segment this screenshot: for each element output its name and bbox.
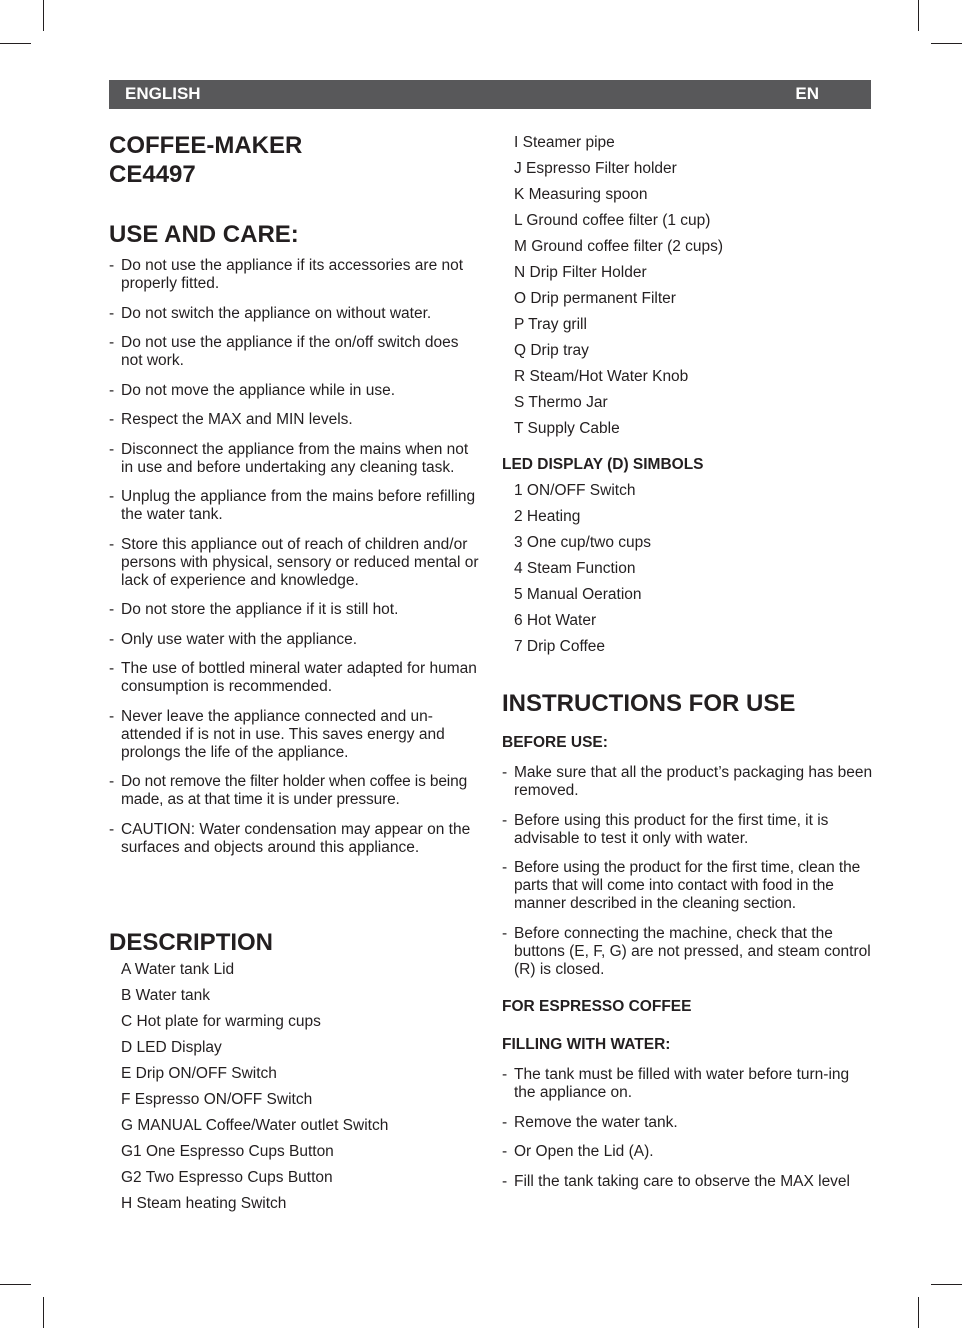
use-and-care-heading: USE AND CARE: [109,221,299,248]
description-item: I Steamer pipe [514,134,615,151]
description-item: O Drip permanent Filter [514,290,676,307]
crop-mark [0,1284,31,1285]
before-use-list [502,764,874,990]
list-item: - CAUTION: Water condensation may appear on the surfaces and objects around this appliance. [109,821,481,857]
description-list-right [514,134,723,446]
description-item: Q Drip tray [514,342,589,359]
language-header-bar [109,80,871,109]
crop-mark [43,1297,44,1328]
crop-mark [918,0,919,31]
led-display-list [514,482,651,664]
list-item: - The tank must be filled with water before turn-ing the appliance on. [502,1066,874,1102]
list-item: - Store this appliance out of reach of children and/or persons with physical, sensory or reduced mental or lack of experience and knowledge. [109,536,481,590]
led-symbol-item: 6 Hot Water [514,612,597,629]
description-list-left [121,961,388,1221]
led-symbol-item: 5 Manual Oeration [514,586,642,603]
list-item: - Remove the water tank. [502,1114,874,1132]
list-item: - Do not use the appliance if its accessories are not properly fitted. [109,257,481,293]
description-item: H Steam heating Switch [121,1195,287,1212]
led-symbol-item: 7 Drip Coffee [514,638,606,655]
description-item: F Espresso ON/OFF Switch [121,1091,313,1108]
list-item: - Disconnect the appliance from the mains when not in use and before undertaking any cleaning task. [109,441,481,477]
led-symbol-item: 3 One cup/two cups [514,534,651,551]
language-label: ENGLISH [125,84,201,103]
description-item: G1 One Espresso Cups Button [121,1143,334,1160]
description-item: B Water tank [121,987,211,1004]
list-item: - The use of bottled mineral water adapted for human consumption is recommended. [109,660,481,696]
list-item: - Only use water with the appliance. [109,631,481,649]
use-and-care-list [109,257,481,868]
list-item: - Do not move the appliance while in use. [109,382,481,400]
description-heading: DESCRIPTION [109,929,274,956]
description-item: G MANUAL Coffee/Water outlet Switch [121,1117,389,1134]
description-item: M Ground coffee filter (2 cups) [514,238,724,255]
list-item: - Fill the tank taking care to observe the MAX level [502,1173,874,1191]
description-item: P Tray grill [514,316,587,333]
crop-mark [918,1297,919,1328]
description-item: D LED Display [121,1039,222,1056]
list-item: - Or Open the Lid (A). [502,1143,874,1161]
description-item: G2 Two Espresso Cups Button [121,1169,333,1186]
list-item: - Before using this product for the first time, it is advisable to test it only with water. [502,812,874,848]
list-item: - Do not remove the filter holder when coffee is being made, as at that time it is under pressure. [109,773,481,809]
espresso-heading: FOR ESPRESSO COFFEE [502,998,692,1015]
list-item: - Before using the product for the first time, clean the parts that will come into contact with food in the manner described in the cleaning section. [502,859,874,913]
filling-heading: FILLING WITH WATER: [502,1036,671,1053]
description-item: T Supply Cable [514,420,620,437]
description-item: E Drip ON/OFF Switch [121,1065,277,1082]
crop-mark [931,43,962,44]
description-item: S Thermo Jar [514,394,608,411]
description-item: C Hot plate for warming cups [121,1013,321,1030]
list-item: - Unplug the appliance from the mains before refilling the water tank. [109,488,481,524]
crop-mark [931,1284,962,1285]
description-item: A Water tank Lid [121,961,235,978]
description-item: K Measuring spoon [514,186,648,203]
led-display-heading: LED DISPLAY (D) SIMBOLS [502,456,704,473]
description-item: R Steam/Hot Water Knob [514,368,689,385]
product-model: CE4497 [109,161,196,188]
led-symbol-item: 1 ON/OFF Switch [514,482,636,499]
product-name: COFFEE-MAKER [109,132,303,159]
description-item: J Espresso Filter holder [514,160,677,177]
list-item: - Before connecting the machine, check that the buttons (E, F, G) are not pressed, and steam control (R) is closed. [502,925,874,979]
list-item: - Do not switch the appliance on without water. [109,305,481,323]
instructions-heading: INSTRUCTIONS FOR USE [502,690,796,717]
before-use-heading: BEFORE USE: [502,734,608,751]
list-item: - Do not store the appliance if it is still hot. [109,601,481,619]
list-item: - Respect the MAX and MIN levels. [109,411,481,429]
list-item: - Never leave the appliance connected and un-attended if is not in use. This saves energy and prolongs the life of the appliance. [109,708,481,762]
list-item: - Do not use the appliance if the on/off switch does not work. [109,334,481,370]
list-item: - Make sure that all the product’s packaging has been removed. [502,764,874,800]
description-item: N Drip Filter Holder [514,264,647,281]
language-code: EN [795,84,819,103]
led-symbol-item: 2 Heating [514,508,581,525]
crop-mark [43,0,44,31]
filling-list [502,1066,874,1202]
description-item: L Ground coffee filter (1 cup) [514,212,711,229]
led-symbol-item: 4 Steam Function [514,560,636,577]
crop-mark [0,43,31,44]
